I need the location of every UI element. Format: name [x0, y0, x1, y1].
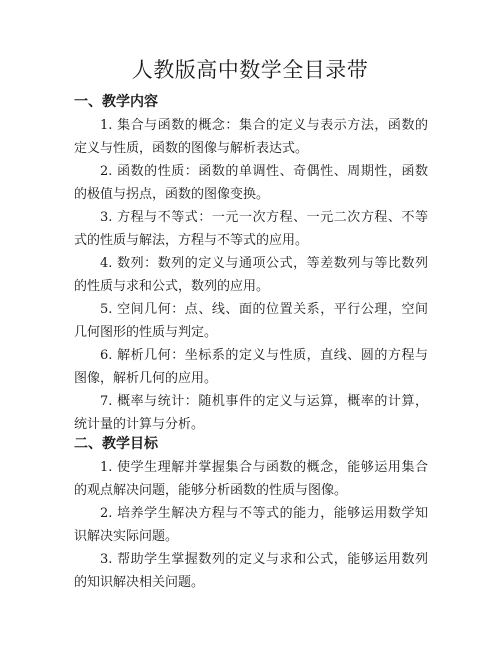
goal-item-1: 1. 使学生理解并掌握集合与函数的概念，能够运用集合的观点解决问题，能够分析函数的性质与图像。: [74, 460, 428, 498]
document-title: 人教版高中数学全目录带: [131, 58, 369, 82]
content-item-7: 7. 概率与统计：随机事件的定义与运算，概率的计算，统计量的计算与分析。: [74, 394, 428, 432]
section-heading-content: 一、教学内容: [74, 94, 158, 110]
content-item-5: 5. 空间几何：点、线、面的位置关系，平行公理，空间几何图形的性质与判定。: [74, 302, 428, 340]
goal-item-2: 2. 培养学生解决方程与不等式的能力，能够运用数学知识解决实际问题。: [74, 506, 428, 544]
section-heading-goals: 二、教学目标: [74, 436, 158, 452]
content-item-3: 3. 方程与不等式：一元一次方程、一元二次方程、不等式的性质与解法，方程与不等式的应用。: [74, 210, 428, 248]
content-item-1: 1. 集合与函数的概念：集合的定义与表示方法，函数的定义与性质，函数的图像与解析表达式。: [74, 118, 428, 156]
content-item-4: 4. 数列：数列的定义与通项公式，等差数列与等比数列的性质与求和公式，数列的应用。: [74, 256, 428, 294]
goal-item-3: 3. 帮助学生掌握数列的定义与求和公式，能够运用数列的知识解决相关问题。: [74, 552, 428, 590]
content-item-6: 6. 解析几何：坐标系的定义与性质，直线、圆的方程与图像，解析几何的应用。: [74, 348, 428, 386]
content-item-2: 2. 函数的性质：函数的单调性、奇偶性、周期性，函数的极值与拐点，函数的图像变换。: [74, 164, 428, 202]
